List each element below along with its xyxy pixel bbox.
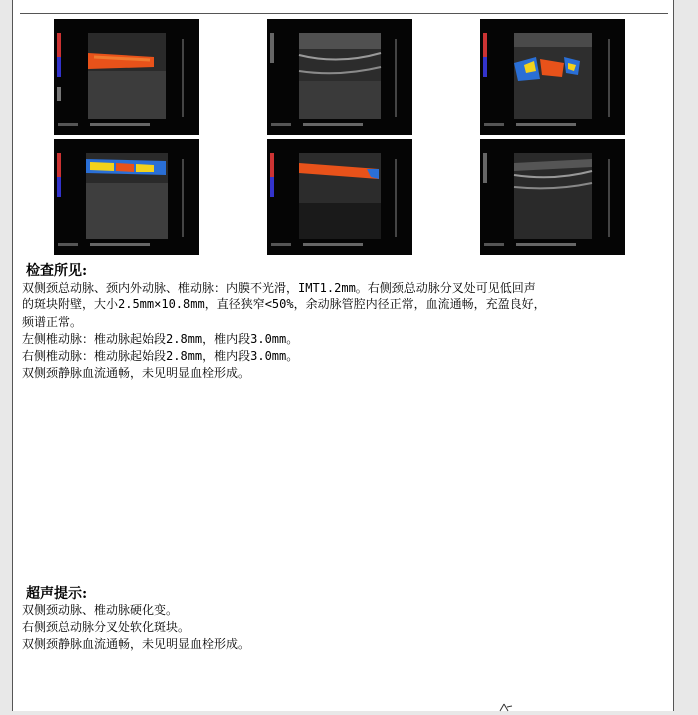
header-divider — [20, 13, 668, 14]
impression-line-3: 双侧颈静脉血流通畅，未见明显血栓形成。 — [22, 637, 251, 651]
findings-line-4: 左侧椎动脉：椎动脉起始段2.8mm，椎内段3.0mm。 — [22, 332, 299, 346]
findings-line-3: 频谱正常。 — [22, 315, 83, 329]
findings-line-6: 双侧颈静脉血流通畅，未见明显血栓形成。 — [22, 366, 251, 380]
signature-mark — [498, 702, 514, 715]
impression-line-1: 双侧颈动脉、椎动脉硬化变。 — [22, 603, 179, 617]
findings-title: 检查所见: — [26, 263, 88, 279]
ultrasound-image-2 — [267, 19, 412, 135]
ultrasound-image-4 — [54, 139, 199, 255]
findings-line-5: 右侧椎动脉：椎动脉起始段2.8mm，椎内段3.0mm。 — [22, 349, 299, 363]
impression-line-2: 右侧颈总动脉分叉处软化斑块。 — [22, 620, 191, 634]
ultrasound-image-6 — [480, 139, 625, 255]
findings-line-2: 的斑块附壁，大小2.5mm×10.8mm，直径狭窄<50%，余动脉管腔内径正常，血流通畅，充盈良好， — [22, 297, 546, 311]
ultrasound-image-5 — [267, 139, 412, 255]
findings-line-1: 双侧颈总动脉、颈内外动脉、椎动脉：内膜不光滑，IMT1.2mm。右侧颈总动脉分叉处可见低回声 — [22, 281, 536, 295]
ultrasound-image-3 — [480, 19, 625, 135]
impression-title: 超声提示: — [26, 586, 88, 602]
ultrasound-image-1 — [54, 19, 199, 135]
